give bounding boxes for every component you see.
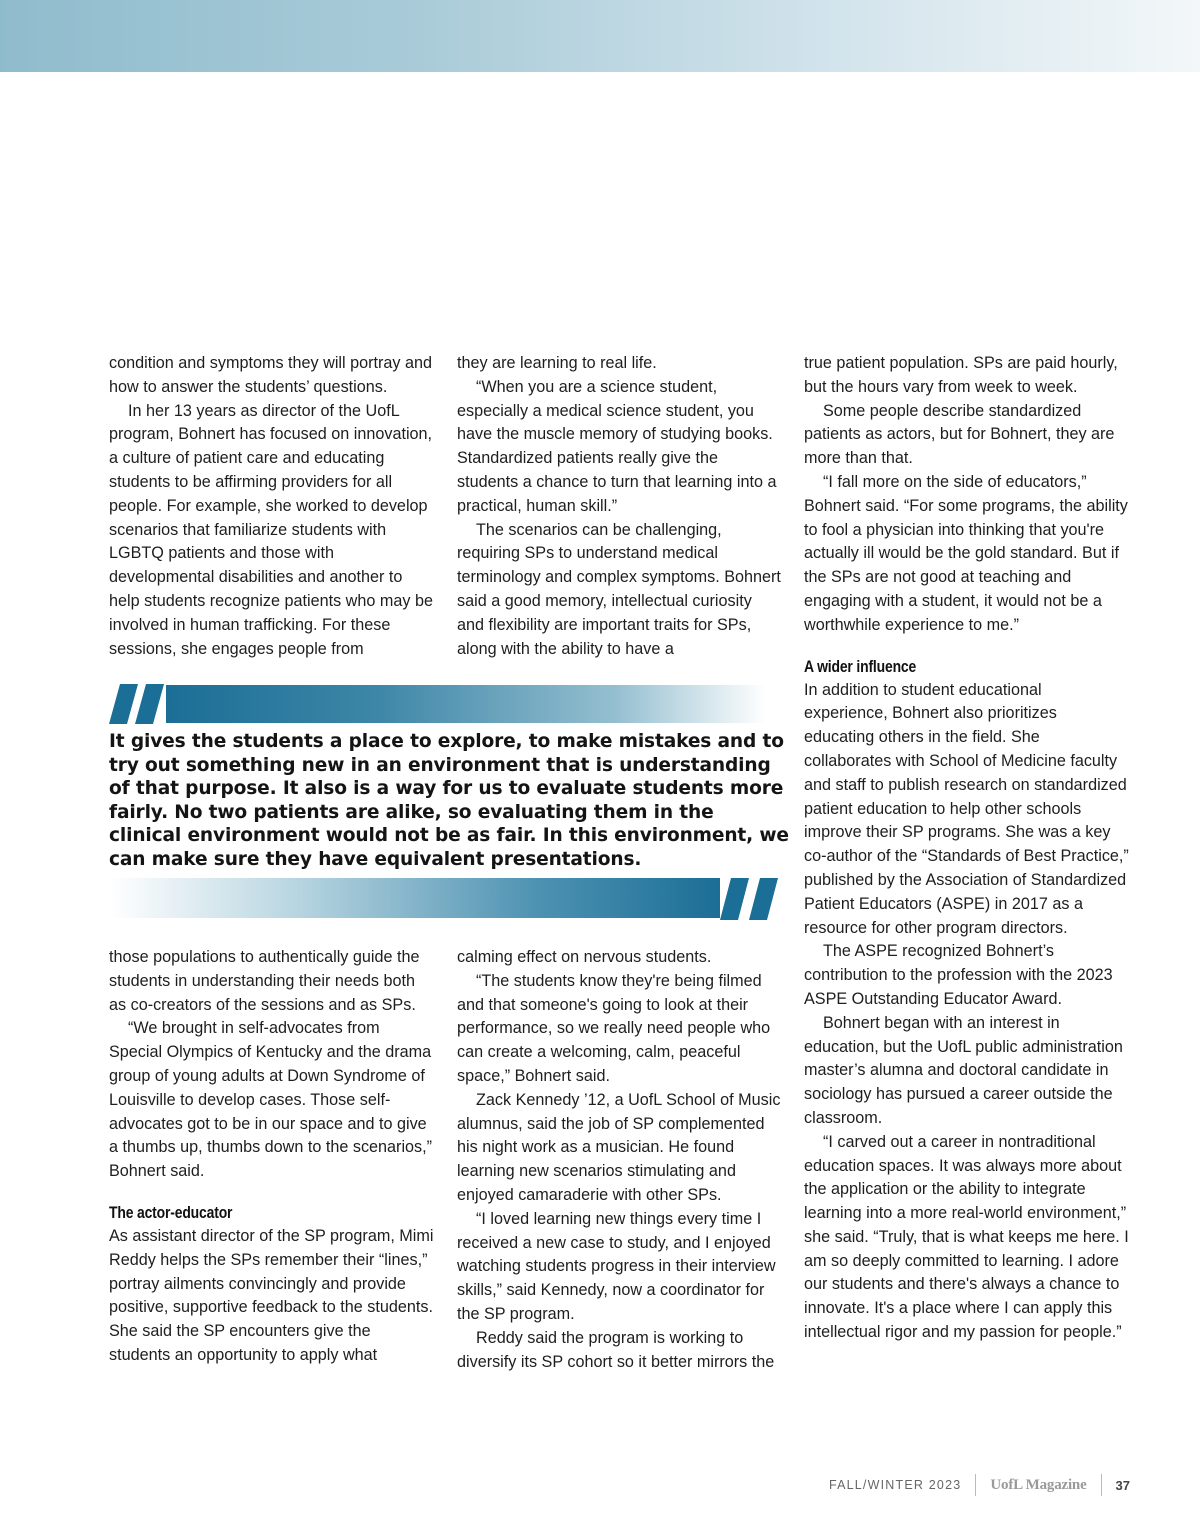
paragraph: Reddy said the program is working to diversify its SP cohort so it better mirrors the xyxy=(457,1328,775,1371)
paragraph: “I carved out a career in nontraditional education spaces. It was always more about the application or the ability to integrate learning into a more real-world environment,” she said. “Truly, that is what keeps me here. I am so deeply committed to learning. I adore our students and there's always a chance to innovate. It's a place where I can apply this intellectual rigor and my passion for people.” xyxy=(804,1132,1129,1342)
paragraph: “When you are a science student, especially a medical science student, you have the muscle memory of studying books. Standardized patients really give the students a chance to turn that learning into a practical, human skill.” xyxy=(457,377,777,515)
paragraph: “We brought in self-advocates from Special Olympics of Kentucky and the drama group of young adults at Down Syndrome of Louisville to develop cases. Those self-advocates got to be in our space and to give a thumbs up, thumbs down to the scenarios,” Bohnert said. xyxy=(109,1019,433,1181)
paragraph: Zack Kennedy ’12, a UofL School of Music alumnus, said the job of SP complemented his night work as a musician. He found learning new scenarios stimulating and enjoyed camaraderie with other SPs. xyxy=(457,1090,781,1204)
paragraph: those populations to authentically guide the students in understanding their needs both as co-creators of the sessions and as SPs. xyxy=(109,948,420,1014)
paragraph: The scenarios can be challenging, requiring SPs to understand medical terminology and complex symptoms. Bohnert said a good memory, intellectual curiosity and flexibility are important traits for SPs, along with the ability to have a xyxy=(457,520,781,658)
page-number: 37 xyxy=(1115,1477,1130,1493)
issue-label: FALL/WINTER 2023 xyxy=(828,1478,962,1492)
paragraph: In her 13 years as director of the UofL program, Bohnert has focused on innovation, a culture of patient care and educating students to be affirming providers for all people. For example, she worked to develop scenarios that familiarize students with LGBTQ patients and those with developmental disabilities and another to help students recognize patients who may be involved in human trafficking. For these sessions, she engages people from xyxy=(109,401,433,658)
paragraph: condition and symptoms they will portray and how to answer the students’ questions. xyxy=(109,354,433,396)
pull-quote-text: It gives the students a place to explore, to make mistakes and to try out something new in an environment that is understanding of that purpose. It also is a way for us to evaluate students more fairly. No two patients are alike, so evaluating them in the clinical environment would not be as fair. In this environment, we can make sure they have equivalent presentations. xyxy=(109,731,789,870)
column-2-top xyxy=(457,352,782,661)
paragraph: In addition to student educational experience, Bohnert also prioritizes educating others in the field. She collaborates with School of Medicine faculty and staff to publish research on standardized patient education to help other schools improve their SP programs. She was a key co-author of the “Standards of Best Practice,” published by the Association of Standardized Patient Educators (ASPE) in 2017 as a resource for other program directors. xyxy=(804,680,1129,937)
paragraph: Some people describe standardized patients as actors, but for Bohnert, they are more than that. xyxy=(804,401,1115,468)
paragraph: Bohnert began with an interest in education, but the UofL public administration master’s alumna and doctoral candidate in sociology has pursued a career outside the classroom. xyxy=(804,1013,1123,1127)
section-heading: The actor-educator xyxy=(109,1202,233,1222)
column-1-top xyxy=(109,352,434,661)
paragraph: “I loved learning new things every time I received a new case to study, and I enjoyed watching students progress in their interview skills,” said Kennedy, now a coordinator for the SP program. xyxy=(457,1209,776,1323)
header-gradient-band xyxy=(0,0,1200,72)
pull-quote-top-bar xyxy=(166,685,766,723)
paragraph: As assistant director of the SP program, Mimi Reddy helps the SPs remember their “lines,” portray ailments convincingly and provide positive, supportive feedback to the students. She said the SP encounters give the students an opportunity to apply what xyxy=(109,1226,434,1364)
paragraph: The ASPE recognized Bohnert’s contribution to the profession with the 2023 ASPE Outstanding Educator Award. xyxy=(804,942,1113,1008)
paragraph: they are learning to real life. xyxy=(457,354,657,372)
close-quote-icon xyxy=(719,878,781,920)
column-3 xyxy=(804,352,1129,1345)
section-heading: A wider influence xyxy=(804,656,917,676)
page-footer xyxy=(780,1475,1130,1495)
column-2-bottom xyxy=(457,946,782,1374)
paragraph: “The students know they're being filmed and that someone's going to look at their performance, so we really need people who can create a welcoming, calm, peaceful space,” Bohnert said. xyxy=(457,971,771,1085)
paragraph: calming effect on nervous students. xyxy=(457,948,712,966)
paragraph: “I fall more on the side of educators,” Bohnert said. “For some programs, the ability to fool a physician into thinking that you're actually ill would be the gold standard. But if the SPs are not good at teaching and engaging with a student, it would not be a worthwhile experience to me.” xyxy=(804,472,1128,634)
column-1-bottom xyxy=(109,946,434,1368)
pull-quote-bottom-bar xyxy=(110,878,720,918)
footer-divider xyxy=(975,1474,976,1496)
footer-divider xyxy=(1101,1474,1102,1496)
magazine-name: UofL Magazine xyxy=(990,1476,1087,1493)
open-quote-icon xyxy=(108,684,170,724)
paragraph: true patient population. SPs are paid hourly, but the hours vary from week to week. xyxy=(804,354,1118,396)
